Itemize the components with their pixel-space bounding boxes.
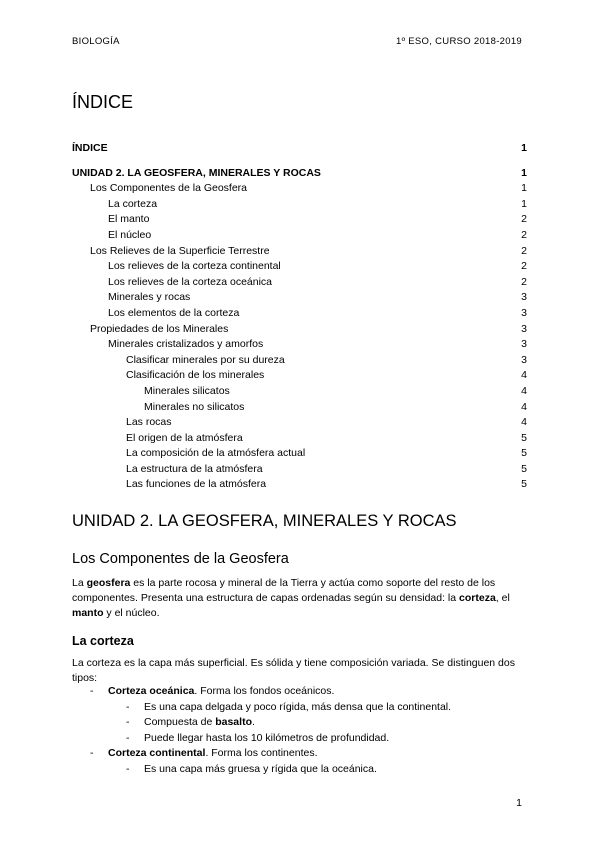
geosfera-paragraph: La geosfera es la parte rocosa y mineral de la Tierra y actúa como soporte del resto de los componentes. Presenta una estructura de capas ordenadas según su densidad: la corteza, el manto y el núcleo. [72,577,510,620]
toc-entry-page: 4 [521,416,527,429]
toc-entry-label: El núcleo [108,228,152,241]
toc-entry-page: 1 [521,142,527,154]
toc-entry[interactable] [72,431,527,447]
toc-entry-page: 3 [521,322,527,335]
toc-entry-page: 5 [521,447,527,460]
toc-entry-page: 5 [521,431,527,444]
toc-entry[interactable] [72,212,527,228]
toc-entry-label: Las funciones de la atmósfera [126,478,267,491]
toc-entry-page: 2 [521,228,527,241]
toc-entry-page: 1 [521,166,527,179]
toc-entry[interactable] [72,166,527,182]
toc-entry[interactable] [72,477,527,493]
toc-entry[interactable] [72,400,527,416]
toc-entry-label: Las rocas [126,416,172,429]
list-item: - Puede llegar hasta los 10 kilómetros de profundidad. [126,731,390,744]
toc-entry-label: La estructura de la atmósfera [126,462,263,475]
toc-entry[interactable] [72,228,527,244]
list-item: - Es una capa delgada y poco rígida, más densa que la continental. [126,700,452,713]
toc-entry-label: Propiedades de los Minerales [90,322,229,335]
toc-entry-label: Minerales silicatos [144,384,230,397]
list-item: - Corteza continental. Forma los continentes. [90,747,318,760]
toc-entry-label: Los relieves de la corteza oceánica [108,275,273,288]
toc-entry-label: ÍNDICE [72,142,108,154]
term-geosfera: geosfera [86,577,131,589]
toc-entry[interactable] [72,462,527,478]
toc-entry-page: 3 [521,353,527,366]
section-heading: Los Componentes de la Geosfera [72,551,289,567]
corteza-types-list [72,684,528,778]
toc-entry-page: 1 [521,182,527,195]
list-item: - Es una capa más gruesa y rígida que la oceánica. [126,762,377,775]
toc-entry[interactable] [72,290,527,306]
term-manto: manto [72,607,104,620]
toc-entry[interactable] [72,446,527,462]
corteza-paragraph: La corteza es la capa más superficial. Es sólida y tiene composición variada. Se distinguen dos tipos: [72,657,515,685]
index-title: ÍNDICE [72,92,134,112]
toc-entry[interactable] [72,353,527,369]
toc-entry-page: 2 [521,260,527,273]
toc-entry-label: La composición de la atmósfera actual [126,447,306,460]
toc-entry[interactable] [72,322,527,338]
toc-entry-page: 3 [521,306,527,319]
toc-entry-label: Minerales y rocas [108,291,191,304]
unit-heading: UNIDAD 2. LA GEOSFERA, MINERALES Y ROCAS [72,512,457,530]
header-subject: BIOLOGÍA [72,36,120,47]
toc-entry-label: Clasificar minerales por su dureza [126,353,285,366]
toc-entry[interactable] [72,306,527,322]
toc-entry-label: Minerales no silicatos [144,400,245,413]
toc-entry[interactable] [72,181,527,197]
toc-entry-page: 2 [521,244,527,257]
toc-entry-page: 2 [521,213,527,226]
toc-entry-page: 3 [521,291,527,304]
toc-entry[interactable] [72,415,527,431]
toc-entry[interactable] [72,141,527,157]
term-corteza: corteza [459,592,496,605]
toc-entry[interactable] [72,337,527,353]
toc-entry-label: El manto [108,213,150,226]
toc-entry-label: Clasificación de los minerales [126,369,265,382]
toc-entry[interactable] [72,368,527,384]
page-number: 1 [516,797,522,809]
toc-entry-page: 3 [521,338,527,351]
toc-entry[interactable] [72,259,527,275]
list-item: - Corteza oceánica. Forma los fondos oceánicos. [90,685,335,697]
toc-entry-page: 5 [521,478,527,491]
toc-entry-page: 1 [521,197,527,210]
toc-entry-page: 2 [521,275,527,288]
subheading-corteza: La corteza [72,634,134,648]
toc-entry[interactable] [72,244,527,260]
toc-entry-page: 4 [521,384,527,397]
toc-entry-label: Los elementos de la corteza [108,306,240,319]
toc-entry-page: 4 [521,400,527,413]
toc-entry-label: Los Componentes de la Geosfera [90,182,248,195]
toc-entry-label: El origen de la atmósfera [126,431,243,444]
toc-entry-label: La corteza [108,197,158,210]
table-of-contents [72,141,527,493]
toc-entry[interactable] [72,384,527,400]
toc-entry-label: Los Relieves de la Superficie Terrestre [90,244,270,257]
toc-entry[interactable] [72,275,527,291]
header-course: 1º ESO, CURSO 2018-2019 [395,36,522,47]
toc-entry-page: 5 [521,462,527,475]
toc-entry-label: UNIDAD 2. LA GEOSFERA, MINERALES Y ROCAS [72,166,321,179]
toc-entry-page: 4 [521,369,527,382]
toc-entry-label: Los relieves de la corteza continental [108,260,281,273]
toc-entry-label: Minerales cristalizados y amorfos [108,338,264,351]
list-item: - Compuesta de basalto. [126,716,255,729]
toc-entry[interactable] [72,197,527,213]
